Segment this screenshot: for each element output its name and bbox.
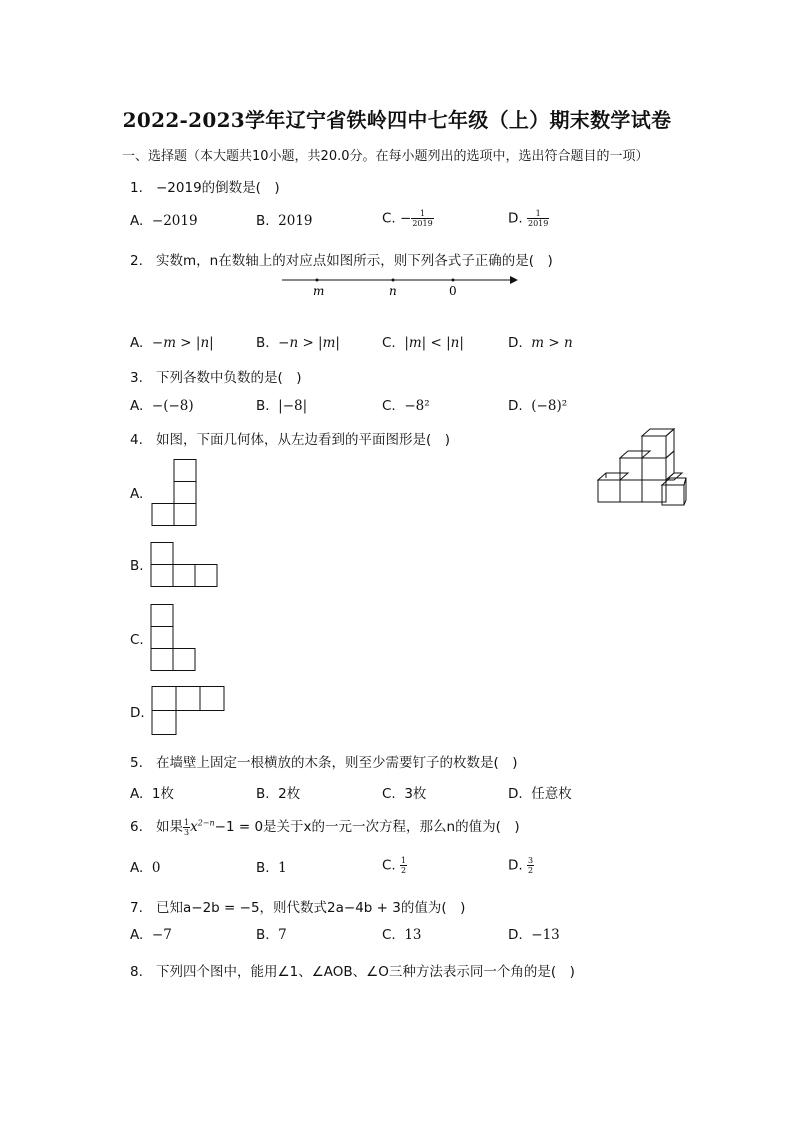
- denominator: 2: [527, 866, 534, 875]
- solid-figure: [598, 428, 690, 510]
- option-text: −7: [151, 927, 172, 943]
- option-text: 1: [278, 860, 287, 876]
- option-b: [256, 213, 313, 229]
- numerator: 1: [527, 209, 549, 219]
- option-c: [382, 856, 407, 875]
- option-a-label: A.: [130, 486, 144, 502]
- number-line: [282, 270, 522, 300]
- question-stem: 下列四个图中，能用∠1、∠AOB、∠O三种方法表示同一个角的是( ): [156, 964, 575, 980]
- option-letter: C.: [382, 210, 396, 227]
- question-stem: 如图，下面几何体，从左边看到的平面图形是( ): [156, 432, 451, 448]
- question-3: [130, 366, 302, 386]
- option-text: (−8)²: [531, 398, 568, 414]
- option-letter: B.: [256, 786, 270, 802]
- option-c-label: C.: [130, 632, 144, 648]
- numerator: 1: [401, 856, 407, 865]
- question-number: 2.: [130, 253, 143, 269]
- grid-square: [151, 565, 173, 587]
- option-d: [508, 856, 534, 875]
- option-letter: D.: [508, 335, 523, 351]
- option-text: 13: [404, 927, 422, 943]
- option-letter: D.: [508, 210, 523, 227]
- option-d-label: D.: [130, 705, 145, 721]
- question-7: [130, 896, 465, 916]
- question-number: 7.: [130, 900, 143, 916]
- point-zero: [452, 279, 455, 282]
- option-text: −8²: [404, 398, 430, 414]
- grid-square: [173, 649, 195, 671]
- question-5: [130, 751, 518, 771]
- option-c: [382, 209, 434, 228]
- option-letter: C.: [382, 398, 396, 414]
- option-letter: C.: [382, 335, 396, 351]
- option-b: [256, 398, 307, 414]
- option-text: |−8|: [278, 398, 308, 414]
- option-letter: A.: [130, 398, 144, 414]
- option-letter: B.: [256, 927, 270, 943]
- option-b-shape: [150, 542, 220, 590]
- variable-x: x: [190, 819, 198, 835]
- option-c: [382, 782, 426, 802]
- option-text: 2枚: [278, 786, 301, 802]
- stem-prefix: 如果: [156, 819, 183, 835]
- option-text: 任意枚: [531, 786, 572, 802]
- grid-square: [151, 649, 173, 671]
- option-text: 3枚: [404, 786, 427, 802]
- option-letter: D.: [508, 398, 523, 414]
- fraction: [527, 209, 549, 228]
- grid-square: [152, 687, 176, 711]
- numerator: 1: [411, 209, 433, 219]
- question-number: 6.: [130, 819, 143, 835]
- grid-square: [174, 482, 196, 504]
- option-a: [130, 860, 160, 876]
- option-d-shape: [151, 686, 227, 736]
- option-d: [508, 335, 573, 351]
- grid-square: [152, 504, 174, 526]
- fraction: [527, 856, 534, 875]
- exponent: 2−n: [197, 818, 215, 828]
- option-a: [130, 335, 214, 351]
- grid-square: [176, 687, 200, 711]
- label-n: n: [389, 284, 397, 298]
- cube-side-face: [684, 478, 686, 505]
- denominator: 2: [401, 866, 407, 875]
- option-d: [508, 398, 567, 414]
- fraction: [400, 856, 407, 875]
- section-heading: 一、选择题（本大题共10小题，共20.0分。在每小题列出的选项中，选出符合题目的一项）: [122, 149, 649, 164]
- option-c: [382, 398, 430, 414]
- fraction: [411, 209, 433, 228]
- option-text: −m > |n|: [151, 335, 214, 351]
- cube-front-face: [598, 480, 620, 502]
- option-b: [256, 927, 287, 943]
- option-letter: A.: [130, 786, 144, 802]
- option-c-shape: [150, 604, 198, 674]
- cube-top-face: [598, 473, 628, 480]
- option-text: 7: [278, 927, 287, 943]
- question-stem: 在墙壁上固定一根横放的木条，则至少需要钉子的枚数是( ): [156, 755, 518, 771]
- grid-square: [174, 504, 196, 526]
- option-letter: A.: [130, 335, 144, 351]
- question-number: 3.: [130, 370, 143, 386]
- point-m: [316, 279, 319, 282]
- point-n: [392, 279, 395, 282]
- question-number: 4.: [130, 432, 143, 448]
- option-d: [508, 927, 560, 943]
- option-text: 2019: [278, 213, 313, 229]
- question-4: [130, 428, 450, 448]
- question-number: 1.: [130, 180, 143, 196]
- option-text: 1枚: [151, 786, 174, 802]
- option-b: [256, 335, 340, 351]
- option-letter: D.: [508, 786, 523, 802]
- option-letter: A.: [130, 927, 144, 943]
- minus-sign: −: [400, 210, 412, 227]
- option-letter: A.: [130, 860, 144, 876]
- option-text: −2019: [151, 213, 198, 229]
- grid-square: [174, 460, 196, 482]
- option-letter: C.: [382, 786, 396, 802]
- option-c: [382, 927, 422, 943]
- grid-square: [151, 543, 173, 565]
- option-letter: B.: [256, 213, 270, 229]
- question-6: [130, 815, 520, 837]
- numerator: 3: [527, 856, 534, 865]
- option-d: [508, 782, 572, 802]
- question-stem: 已知a−2b = −5，则代数式2a−4b + 3的值为( ): [156, 900, 466, 916]
- question-1: [130, 176, 280, 196]
- option-b-label: B.: [130, 558, 144, 574]
- option-a: [130, 782, 174, 802]
- option-letter: D.: [508, 857, 523, 874]
- option-text: −n > |m|: [278, 335, 340, 351]
- grid-square: [173, 565, 195, 587]
- denominator: 2019: [527, 219, 549, 228]
- grid-square: [200, 687, 224, 711]
- denominator: 3: [184, 827, 190, 837]
- option-letter: C.: [382, 857, 396, 874]
- question-8: [130, 960, 575, 980]
- option-letter: B.: [256, 860, 270, 876]
- option-letter: C.: [382, 927, 396, 943]
- arrow-head: [510, 276, 518, 284]
- question-2: [130, 249, 553, 269]
- option-a: [130, 398, 194, 414]
- option-text: −13: [531, 927, 560, 943]
- question-number: 8.: [130, 964, 143, 980]
- denominator: 2019: [412, 219, 433, 228]
- option-b: [256, 860, 287, 876]
- option-letter: A.: [130, 213, 144, 229]
- option-b: [256, 782, 300, 802]
- option-text: −(−8): [151, 398, 194, 414]
- grid-square: [151, 605, 173, 627]
- grid-square: [195, 565, 217, 587]
- question-stem: 下列各数中负数的是( ): [156, 370, 302, 386]
- option-a-shape: [151, 459, 199, 527]
- cube-front-face: [620, 480, 642, 502]
- option-letter: B.: [256, 335, 270, 351]
- option-c: [382, 335, 464, 351]
- option-letter: D.: [508, 927, 523, 943]
- cube-top-face: [642, 429, 674, 436]
- question-number: 5.: [130, 755, 143, 771]
- question-stem: −2019的倒数是( ): [156, 180, 280, 196]
- numerator: 1: [184, 817, 190, 827]
- page-title: 2022-2023学年辽宁省铁岭四中七年级（上）期末数学试卷: [122, 108, 672, 132]
- cube-top-face: [620, 451, 650, 458]
- question-stem: 实数m，n在数轴上的对应点如图所示，则下列各式子正确的是( ): [156, 253, 553, 269]
- grid-square: [152, 711, 176, 735]
- option-d: [508, 209, 549, 228]
- label-m: m: [313, 284, 325, 298]
- option-a: [130, 927, 172, 943]
- option-text: |m| < |n|: [404, 335, 464, 351]
- cube-side-face: [666, 429, 674, 458]
- option-text: 0: [151, 860, 161, 876]
- cube-side-face: [666, 451, 674, 480]
- option-text: m > n: [531, 335, 573, 351]
- option-letter: B.: [256, 398, 270, 414]
- option-a: [130, 213, 198, 229]
- label-zero: 0: [449, 284, 457, 298]
- grid-square: [151, 627, 173, 649]
- cube-front-face: [642, 458, 666, 480]
- stem-suffix: −1 = 0是关于x的一元一次方程，那么n的值为( ): [214, 819, 520, 835]
